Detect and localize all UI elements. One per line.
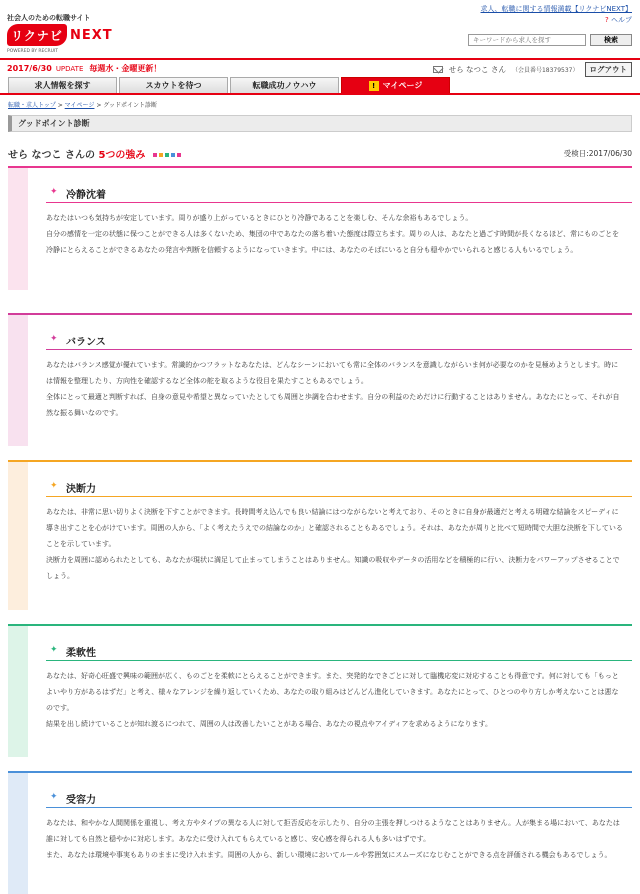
- strength-title-label: 決断力: [66, 484, 96, 495]
- search-form: [468, 34, 632, 46]
- strength-side-band: [8, 773, 28, 894]
- strength-paragraph: 決断力を周囲に認められたとしても、あなたが現状に満足して止まってしまうことはありません。知識の吸収やデータの活用などを積極的に行い、決断力をパワーアップさせることでしょう。: [46, 556, 620, 580]
- strength-paragraph: あなたは、好奇心旺盛で興味の範囲が広く、ものごとを柔軟にとらえることができます。また、突発的なできごとに対して臨機応変に対応することも得意です。何に対しても「もっとよいやり方があるはずだ」と考え、様々なアレンジを繰り返していくため、あなたの取り組みはどんどん進化していきます。あなたにとって、ひとつのやり方しか考えないことは悪なのです。: [46, 672, 619, 712]
- search-button[interactable]: 検索: [590, 34, 632, 46]
- tab-mypage-label: マイページ: [382, 81, 423, 90]
- strength-block: [8, 624, 632, 757]
- strength-description: [46, 668, 624, 732]
- strength-side-band: [8, 168, 28, 290]
- tab-scout[interactable]: スカウトを待つ: [119, 77, 228, 93]
- strength-side-band: [8, 626, 28, 757]
- top-link[interactable]: 求人、転職に関する情報満載【リクナビNEXT】: [480, 5, 632, 13]
- help-label: ヘルプ: [611, 16, 632, 24]
- color-dot: [177, 153, 181, 157]
- site-logo[interactable]: [7, 24, 113, 46]
- tab-mypage[interactable]: [341, 77, 450, 93]
- update-text: 毎週水・金曜更新！: [89, 64, 162, 73]
- strength-title-label: 柔軟性: [66, 648, 96, 659]
- color-dots: [153, 153, 181, 157]
- strength-side-band: [8, 462, 28, 610]
- strength-block: [8, 313, 632, 446]
- sparkle-icon: ✦: [50, 187, 58, 197]
- breadcrumb-mypage[interactable]: マイページ: [64, 102, 95, 109]
- date-bar: [0, 60, 640, 76]
- update-label: UPDATE: [55, 65, 84, 73]
- breadcrumb: 転職・求人トップ > マイページ > グッドポイント診断: [8, 102, 157, 109]
- update-date: 2017/6/30: [7, 64, 52, 73]
- result-five-strengths: 5つの強み: [98, 150, 146, 161]
- color-dot: [165, 153, 169, 157]
- search-input[interactable]: [468, 34, 586, 46]
- strength-paragraph: あなたは、非常に思い切りよく決断を下すことができます。長時間考え込んでも良い結論にはつながらないと考えており、そのときに自身が最適だと考える明確な結論をスピーディに導き出すことを心がけています。周囲の人から、「よく考えたうえでの結論なのか」と確認されることもあるでしょう。それは、あなたが周りと比べて短時間で大胆な決断を下していることを示しています。: [46, 508, 623, 548]
- logo-sub: NEXT: [70, 27, 113, 43]
- tab-job-search[interactable]: 求人情報を探す: [8, 77, 117, 93]
- page-title: グッドポイント診断: [8, 115, 632, 132]
- strength-description: [46, 357, 624, 421]
- strength-paragraph: 自分の感情を一定の状態に保つことができる人は多くないため、集団の中であなたの落ち着いた態度は際立ちます。周りの人は、あなたと過ごす時間が長くなるほど、常にものごとを冷静にとらえることができるあなたの発言や判断を信頼するようになっていきます。中には、あなたのそばにいると自分も穏やかでいられると感じる人もいるでしょう。: [46, 230, 620, 254]
- strength-title-label: 冷静沈着: [66, 190, 106, 201]
- sparkle-icon: ✦: [50, 645, 58, 655]
- strength-description: [46, 815, 624, 863]
- strength-side-band: [8, 315, 28, 446]
- site-header: [0, 0, 640, 58]
- strength-paragraph: あなたはいつも気持ちが安定しています。周りが盛り上がっているときにひとり冷静であることを楽しむ、そんな余裕もあるでしょう。: [46, 214, 473, 222]
- strength-block: [8, 771, 632, 894]
- powered-by: POWERED BY RECRUIT: [7, 49, 59, 54]
- sparkle-icon: ✦: [50, 481, 58, 491]
- user-name: せら なつこ さん: [448, 65, 506, 74]
- breadcrumb-top[interactable]: 転職・求人トップ: [8, 102, 56, 109]
- strength-title: [46, 333, 632, 350]
- strength-block: [8, 166, 632, 290]
- exam-date: 受検日:2017/06/30: [563, 149, 632, 158]
- alert-icon: !: [369, 81, 379, 91]
- sparkle-icon: ✦: [50, 334, 58, 344]
- member-number: （会員番号18379537）: [511, 67, 579, 74]
- strength-title-label: バランス: [66, 337, 106, 348]
- mail-icon[interactable]: [433, 66, 443, 73]
- strength-title: [46, 186, 632, 203]
- strength-title: [46, 480, 632, 497]
- update-info: [7, 63, 161, 74]
- nav-divider: [0, 93, 640, 95]
- strength-paragraph: あなたはバランス感覚が優れています。常識的かつフラットなあなたは、どんなシーンにおいても常に全体のバランスを意識しながらいま何が必要なのかを見極めようとします。時には情報を整理したり、方向性を確認するなど全体の舵を取るような役目を果たすこともあるでしょう。: [46, 361, 619, 385]
- color-dot: [159, 153, 163, 157]
- help-icon: ?: [605, 16, 609, 24]
- strength-title: [46, 791, 632, 808]
- user-info: [433, 62, 632, 77]
- main-nav: [8, 77, 450, 93]
- color-dot: [153, 153, 157, 157]
- tab-knowhow[interactable]: 転職成功ノウハウ: [230, 77, 339, 93]
- strength-title-label: 受容力: [66, 795, 96, 806]
- strength-paragraph: あなたは、和やかな人間関係を重視し、考え方やタイプの異なる人に対して拒否反応を示したり、自分の主張を押しつけるようなことはありません。人が集まる場において、あなたは誰に対しても自然と穏やかに対応します。あなたに受け入れてもらえていると感じ、安心感を得られる人も多いはずです。: [46, 819, 620, 843]
- strength-description: [46, 504, 624, 584]
- strength-description: [46, 210, 624, 258]
- breadcrumb-current: グッドポイント診断: [103, 102, 157, 109]
- site-tagline: 社会人のための転職サイト: [7, 14, 91, 22]
- logo-main: リクナビ: [7, 24, 67, 46]
- strength-paragraph: 全体にとって最適と判断すれば、自身の意見や希望と異なっていたとしても周囲と歩調を合わせます。自分の利益のためだけに行動することはありません。あなたにとって、それが自然な振る舞いなのです。: [46, 393, 620, 417]
- strength-paragraph: 結果を出し続けていることが知れ渡るにつれて、周囲の人は改善したいことがある場合、あなたの視点やアイディアを求めるようになります。: [46, 720, 492, 728]
- strength-block: [8, 460, 632, 610]
- help-link[interactable]: [605, 15, 632, 25]
- strength-title: [46, 644, 632, 661]
- strength-paragraph: また、あなたは環境や事実もありのままに受け入れます。周囲の人から、新しい環境においてルールや雰囲気にスムーズになじむことができる点を評価される機会もあるでしょう。: [46, 851, 612, 859]
- logout-button[interactable]: ログアウト: [585, 62, 633, 77]
- sparkle-icon: ✦: [50, 792, 58, 802]
- result-heading: [8, 146, 181, 161]
- result-name: せら なつこ さんの: [8, 150, 95, 161]
- color-dot: [171, 153, 175, 157]
